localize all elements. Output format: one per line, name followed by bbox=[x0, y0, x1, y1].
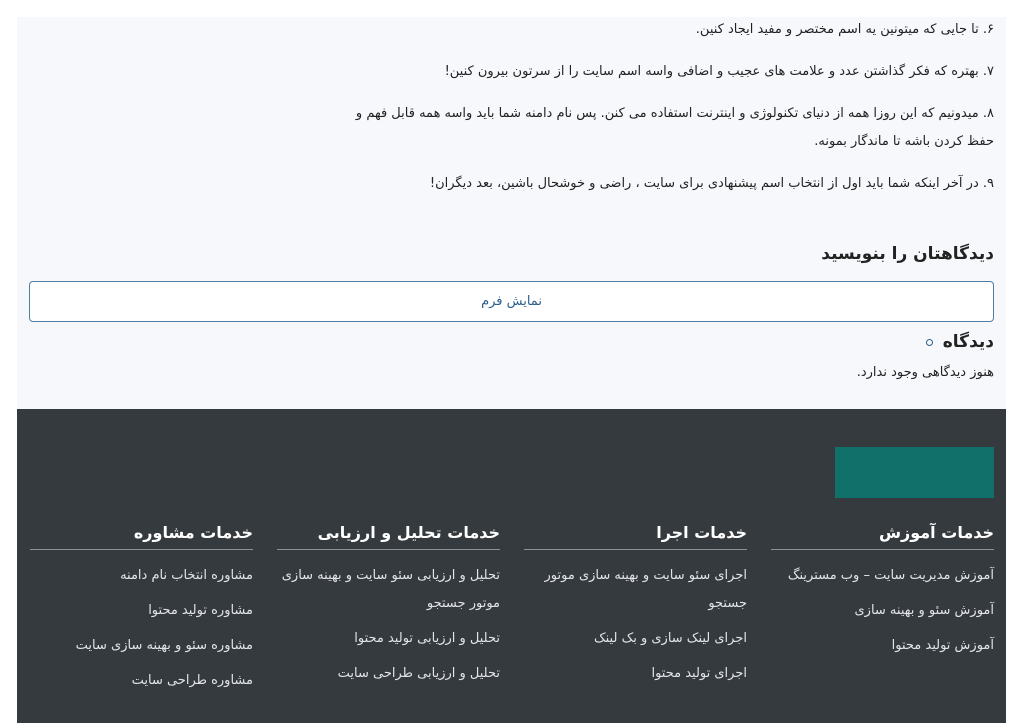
comments-section-label: دیدگاه bbox=[942, 332, 994, 352]
footer-link[interactable]: مشاوره انتخاب نام دامنه bbox=[120, 568, 253, 583]
article-content bbox=[17, 17, 1006, 409]
footer-link[interactable]: تحلیل و ارزیابی سئو سایت و بهینه سازی موتور جستجو bbox=[281, 568, 500, 611]
footer-column-title: خدمات آموزش bbox=[771, 523, 994, 550]
article-item-7: ۷. بهتره که فکر گذاشتن عدد و علامت های عجیب و اضافی واسه اسم سایت را از سرتون بیرون کنین! bbox=[444, 64, 994, 79]
footer-column-training bbox=[771, 523, 994, 667]
page bbox=[17, 17, 1006, 723]
footer-column-analysis bbox=[277, 523, 500, 695]
show-form-button[interactable]: نمایش فرم bbox=[29, 281, 994, 322]
footer-link[interactable]: مشاوره طراحی سایت bbox=[131, 673, 253, 688]
footer-link[interactable]: آموزش سئو و بهینه سازی bbox=[854, 603, 994, 618]
footer-link[interactable]: آموزش تولید محتوا bbox=[891, 638, 994, 653]
article-item-8-line-2: حفظ کردن باشه تا ماندگار بمونه. bbox=[814, 134, 994, 149]
footer-link[interactable]: اجرای تولید محتوا bbox=[651, 666, 747, 681]
write-comment-title: دیدگاهتان را بنویسید bbox=[821, 244, 994, 264]
footer-link[interactable]: تحلیل و ارزیابی تولید محتوا bbox=[354, 631, 500, 646]
article-item-6: ۶. تا جایی که میتونین یه اسم مختصر و مفید ایجاد کنین. bbox=[695, 22, 994, 37]
footer-column-title: خدمات اجرا bbox=[524, 523, 747, 550]
footer-link[interactable]: مشاوره تولید محتوا bbox=[148, 603, 253, 618]
footer-link[interactable]: تحلیل و ارزیابی طراحی سایت bbox=[337, 666, 500, 681]
footer-column-consulting bbox=[30, 523, 253, 702]
article-item-8-line-1: ۸. میدونیم که این روزا همه از دنیای تکنولوژی و اینترنت استفاده می کنن. پس نام دامنه شما باید واسه همه قابل فهم و bbox=[355, 106, 994, 121]
footer-logo[interactable] bbox=[835, 447, 994, 498]
comments-section-title bbox=[926, 332, 994, 352]
footer-link[interactable]: اجرای سئو سایت و بهینه سازی موتور جستجو bbox=[544, 568, 747, 611]
footer-link[interactable]: مشاوره سئو و بهینه سازی سایت bbox=[75, 638, 253, 653]
footer bbox=[17, 409, 1006, 723]
footer-link[interactable]: اجرای لینک سازی و بک لینک bbox=[594, 631, 747, 646]
footer-link[interactable]: آموزش مدیریت سایت – وب مسترینگ bbox=[787, 568, 994, 583]
circle-bullet-icon bbox=[926, 339, 933, 346]
footer-column-execution bbox=[524, 523, 747, 695]
article-item-9: ۹. در آخر اینکه شما باید اول از انتخاب اسم پیشنهادی برای سایت ، راضی و خوشحال باشین، بعد دیگران! bbox=[429, 176, 994, 191]
footer-column-title: خدمات مشاوره bbox=[30, 523, 253, 550]
footer-column-title: خدمات تحلیل و ارزیابی bbox=[277, 523, 500, 550]
no-comments-text: هنوز دیدگاهی وجود ندارد. bbox=[856, 365, 994, 380]
